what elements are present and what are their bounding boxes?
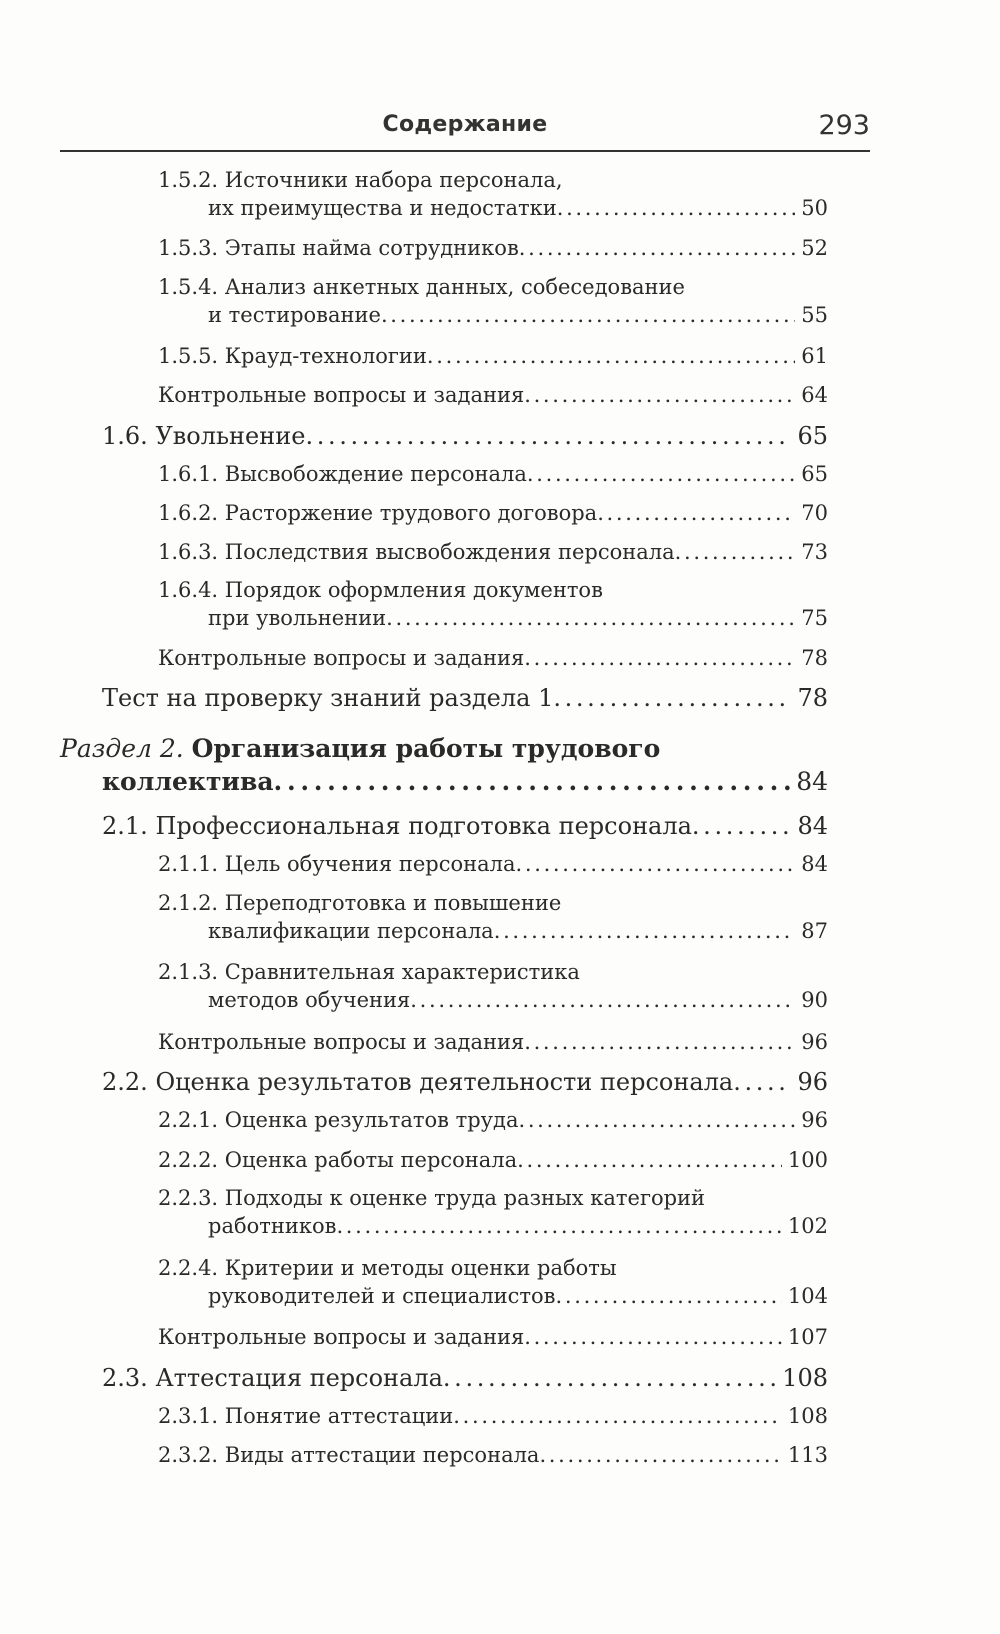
toc-page-number: 113	[787, 1443, 828, 1467]
running-head-title: Содержание	[382, 112, 548, 137]
toc-entry[interactable]	[158, 275, 828, 327]
dot-leader	[556, 1284, 782, 1308]
toc-entry-title: Увольнение	[155, 422, 306, 450]
toc-entry-title: коллектива	[102, 767, 274, 796]
toc-entry-title: методов обучения	[208, 988, 411, 1012]
toc-page-number: 50	[801, 196, 828, 220]
toc-page-number: 84	[797, 812, 828, 840]
toc-page-number: 73	[801, 540, 828, 564]
toc-entry-title: Цель обучения персонала	[224, 852, 516, 876]
toc-entry-title: руководителей и специалистов	[208, 1284, 556, 1308]
toc-entry-title: Контрольные вопросы и задания	[158, 383, 525, 407]
toc-entry[interactable]	[158, 540, 828, 564]
page-number: 293	[818, 110, 870, 141]
toc-entry[interactable]	[102, 422, 828, 450]
dot-leader	[516, 852, 796, 876]
toc-entry[interactable]	[102, 1068, 828, 1096]
toc-entry-title: Организация работы трудового	[191, 734, 661, 763]
toc-entry-title: Подходы к оценке труда разных категорий	[224, 1186, 706, 1210]
toc-entry-number: 2.1.2.	[158, 891, 219, 915]
dot-leader	[427, 344, 795, 368]
dot-leader	[524, 646, 795, 670]
dot-leader	[692, 812, 792, 840]
dot-leader	[410, 988, 795, 1012]
dot-leader	[517, 1148, 782, 1172]
toc-page-number: 96	[797, 1068, 828, 1096]
toc-page-number: 55	[801, 303, 828, 327]
toc-entry[interactable]	[158, 344, 828, 368]
toc-entry[interactable]	[158, 852, 828, 876]
toc-page-number: 87	[801, 919, 828, 943]
toc-page-number: 90	[801, 988, 828, 1012]
toc-page-number: 65	[797, 422, 828, 450]
toc-entry-title: Анализ анкетных данных, собеседование	[224, 275, 685, 299]
dot-leader	[336, 1214, 781, 1238]
dot-leader	[553, 684, 791, 712]
toc-entry-title: Контрольные вопросы и задания	[158, 1030, 525, 1054]
toc-entry[interactable]	[158, 960, 828, 1012]
dot-leader	[524, 1325, 782, 1349]
dot-leader	[518, 1108, 795, 1132]
toc-entry[interactable]	[158, 1148, 828, 1172]
toc-page-number: 84	[801, 852, 828, 876]
toc-page-number: 104	[787, 1284, 828, 1308]
toc-entry[interactable]	[158, 891, 828, 943]
toc-entry-title: Этапы найма сотрудников	[224, 236, 519, 260]
dot-leader	[539, 1443, 781, 1467]
toc-page-number: 96	[801, 1108, 828, 1132]
toc-entry[interactable]	[102, 1364, 828, 1392]
toc-entry-number: 2.3.2.	[158, 1443, 219, 1467]
toc-entry-number: 1.6.3.	[158, 540, 219, 564]
toc-entry-title: работников	[208, 1214, 337, 1238]
toc-entry[interactable]	[158, 236, 828, 260]
toc-entry-number: 2.3.1.	[158, 1404, 219, 1428]
toc-entry[interactable]	[158, 1030, 828, 1054]
toc-entry-number: 1.6.2.	[158, 501, 219, 525]
toc-entry-title: Переподготовка и повышение	[224, 891, 562, 915]
toc-entry-number: 1.6.	[102, 422, 148, 450]
toc-page-number: 100	[787, 1148, 828, 1172]
toc-entry-title: Тест на проверку знаний раздела 1	[102, 684, 554, 712]
toc-entry-title: их преимущества и недостатки	[208, 196, 557, 220]
dot-leader	[381, 303, 795, 327]
toc-entry-title: Крауд-технологии	[224, 344, 427, 368]
toc-entry-number: 2.1.	[102, 812, 148, 840]
dot-leader	[557, 196, 796, 220]
toc-page-number: 70	[801, 501, 828, 525]
dot-leader	[519, 236, 795, 260]
toc-entry-title: Сравнительная характеристика	[224, 960, 580, 984]
toc-entry[interactable]	[158, 646, 828, 670]
dot-leader	[675, 540, 796, 564]
toc-entry[interactable]	[158, 1325, 828, 1349]
toc-entry-title: Оценка результатов труда	[224, 1108, 519, 1132]
toc-entry[interactable]	[158, 1186, 828, 1238]
toc-entry-title: Высвобождение персонала	[224, 462, 527, 486]
toc-entry-number: 1.5.5.	[158, 344, 219, 368]
toc-entry-title: и тестирование	[208, 303, 381, 327]
toc-entry-title: Источники набора персонала,	[224, 168, 563, 192]
toc-page-number: 102	[787, 1214, 828, 1238]
dot-leader	[274, 767, 791, 796]
toc-entry-number: 2.3.	[102, 1364, 148, 1392]
toc-entry-number: 1.6.1.	[158, 462, 219, 486]
dot-leader	[597, 501, 795, 525]
dot-leader	[524, 1030, 795, 1054]
toc-page-number: 107	[787, 1325, 828, 1349]
toc-entry[interactable]	[158, 1443, 828, 1467]
toc-page-number: 96	[801, 1030, 828, 1054]
toc-entry[interactable]	[158, 1256, 828, 1308]
toc-entry-number: 1.5.4.	[158, 275, 219, 299]
toc-entry-title: Аттестация персонала	[155, 1364, 443, 1392]
toc-entry-number: 2.2.3.	[158, 1186, 219, 1210]
toc-entry-title: Оценка результатов деятельности персонала	[155, 1068, 734, 1096]
toc-entry-number: 1.5.3.	[158, 236, 219, 260]
toc-entry[interactable]	[158, 501, 828, 525]
toc-page-number: 78	[797, 684, 828, 712]
toc-page-number: 65	[801, 462, 828, 486]
toc-entry-number: 2.1.1.	[158, 852, 219, 876]
dot-leader	[527, 462, 795, 486]
dot-leader	[494, 919, 796, 943]
section-label: Раздел 2.	[60, 734, 184, 763]
toc-entry-title: Контрольные вопросы и задания	[158, 646, 525, 670]
toc-page-number: 108	[782, 1364, 828, 1392]
toc-entry-title: Контрольные вопросы и задания	[158, 1325, 525, 1349]
toc-section-heading[interactable]	[60, 734, 828, 796]
toc-entry-number: 2.2.2.	[158, 1148, 219, 1172]
dot-leader	[733, 1068, 791, 1096]
toc-entry-number: 1.6.4.	[158, 578, 219, 602]
toc-entry-number: 2.2.	[102, 1068, 148, 1096]
toc-entry[interactable]	[158, 383, 828, 407]
toc-entry-title: Порядок оформления документов	[224, 578, 603, 602]
toc-page-number: 78	[801, 646, 828, 670]
toc-entry-title: при увольнении	[208, 606, 387, 630]
toc-entry[interactable]	[158, 462, 828, 486]
toc-page-number: 75	[801, 606, 828, 630]
dot-leader	[443, 1364, 776, 1392]
toc-entry-number: 1.5.2.	[158, 168, 219, 192]
toc-entry-title: Виды аттестации персонала	[224, 1443, 540, 1467]
toc-page-number: 64	[801, 383, 828, 407]
toc-page-number: 84	[796, 767, 828, 796]
toc-entry-title: Понятие аттестации	[224, 1404, 454, 1428]
dot-leader	[305, 422, 791, 450]
toc-entry-title: Критерии и методы оценки работы	[224, 1256, 617, 1280]
toc-entry-title: Расторжение трудового договора	[224, 501, 598, 525]
dot-leader	[453, 1404, 782, 1428]
toc-entry[interactable]	[102, 812, 828, 840]
toc-entry-number: 2.2.4.	[158, 1256, 219, 1280]
dot-leader	[524, 383, 795, 407]
toc-entry-title: Профессиональная подготовка персонала	[155, 812, 692, 840]
dot-leader	[386, 606, 795, 630]
toc-entry-number: 2.1.3.	[158, 960, 219, 984]
toc-entry-number: 2.2.1.	[158, 1108, 219, 1132]
toc-page-number: 61	[801, 344, 828, 368]
toc-entry[interactable]	[102, 684, 828, 712]
toc-entry[interactable]	[158, 1108, 828, 1132]
toc-page-number: 108	[787, 1404, 828, 1428]
toc-entry-title: Последствия высвобождения персонала	[224, 540, 675, 564]
toc-entry-title: Оценка работы персонала	[224, 1148, 518, 1172]
toc-page-number: 52	[801, 236, 828, 260]
toc-entry[interactable]	[158, 1404, 828, 1428]
toc-entry-title: квалификации персонала	[208, 919, 494, 943]
toc-entry[interactable]	[158, 168, 828, 220]
toc-entry[interactable]	[158, 578, 828, 630]
